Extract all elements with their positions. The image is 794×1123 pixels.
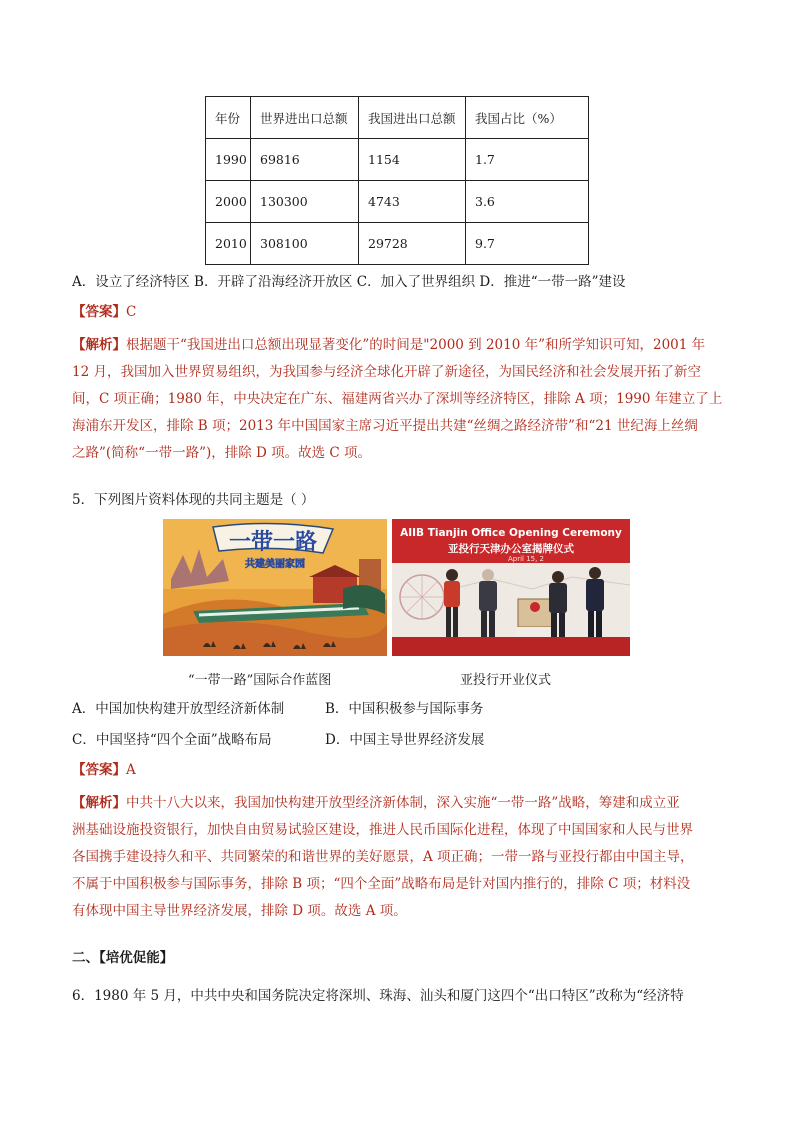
table-cell: 130300 [251, 181, 359, 223]
table-cell: 4743 [359, 181, 466, 223]
analysis-line: 间，C 项正确；1980 年，中央决定在广东、福建两省兴办了深圳等经济特区，排除 A 项；1990 年建立了上 [72, 391, 722, 407]
q5-option-a: A．中国加快构建开放型经济新体制 [72, 701, 285, 717]
answer-value: A [126, 762, 136, 778]
q4-analysis [72, 332, 722, 467]
table-cell: 1990 [206, 139, 251, 181]
table-cell: 29728 [359, 223, 466, 265]
analysis-line: 洲基础设施投资银行，加快自由贸易试验区建设，推进人民币国际化进程，体现了中国国家和人民与世界 [72, 822, 693, 838]
poster-subtitle: 共建美丽家园 [245, 559, 305, 570]
q5-option-d: D．中国主导世界经济发展 [325, 732, 485, 748]
table-cell: 9.7 [466, 223, 589, 265]
banner-chinese: 亚投行天津办公室揭牌仪式 [448, 543, 574, 555]
aiib-ceremony-photo [392, 519, 630, 656]
table-cell: 1154 [359, 139, 466, 181]
analysis-line: 有体现中国主导世界经济发展，排除 D 项。故选 A 项。 [72, 903, 407, 919]
analysis-line: 【解析】根据题干“我国进出口总额出现显著变化”的时间是"2000 到 2010 年”和所学知识可知，2001 年 [72, 337, 706, 353]
banner-english: AIIB Tianjin Office Opening Ceremony [400, 527, 622, 539]
table-header-row [206, 97, 589, 139]
section-heading: 二、【培优促能】 [72, 950, 174, 966]
header-cell: 世界进出口总额 [251, 97, 359, 139]
table-cell: 69816 [251, 139, 359, 181]
table-cell: 308100 [251, 223, 359, 265]
q5-answer [72, 760, 136, 780]
q5-option-b: B．中国积极参与国际事务 [325, 701, 484, 717]
header-cell: 年份 [206, 97, 251, 139]
analysis-line: 【解析】中共十八大以来，我国加快构建开放型经济新体制，深入实施“一带一路”战略，筹建和成立亚 [72, 795, 680, 811]
analysis-line: 海浦东开发区，排除 B 项；2013 年中国国家主席习近平提出共建“丝绸之路经济带”和“21 世纪海上丝绸 [72, 418, 698, 434]
q4-answer [72, 302, 136, 322]
header-cell: 我国进出口总额 [359, 97, 466, 139]
table-cell: 2010 [206, 223, 251, 265]
q4-options: A．设立了经济特区 B．开辟了沿海经济开放区 C．加入了世界组织 D．推进“一带一路”建设 [72, 274, 626, 290]
answer-tag: 【答案】 [72, 304, 126, 320]
poster-title: 一带一路 [228, 530, 318, 555]
q5-option-c: C．中国坚持“四个全面”战略布局 [72, 732, 272, 748]
analysis-line: 之路”(简称“一带一路”)，排除 D 项。故选 C 项。 [72, 445, 372, 461]
table-row [206, 139, 589, 181]
table-cell: 3.6 [466, 181, 589, 223]
table-cell: 2000 [206, 181, 251, 223]
header-cell: 我国占比（%） [466, 97, 589, 139]
analysis-tag: 【解析】 [72, 795, 126, 811]
answer-tag: 【答案】 [72, 762, 126, 778]
table-row [206, 223, 589, 265]
analysis-line: 不属于中国积极参与国际事务，排除 B 项；“四个全面”战略布局是针对国内推行的，排除 C 项；材料没 [72, 876, 691, 892]
table-cell: 1.7 [466, 139, 589, 181]
analysis-line: 各国携手建设持久和平、共同繁荣的和谐世界的美好愿景，A 项正确；一带一路与亚投行都由中国主导， [72, 849, 694, 865]
belt-and-road-poster-image [163, 519, 387, 656]
analysis-line: 12 月，我国加入世界贸易组织，为我国参与经济全球化开辟了新途径，为国民经济和社会发展开拓了新空 [72, 364, 701, 380]
q5-analysis [72, 790, 722, 925]
answer-value: C [126, 304, 137, 320]
analysis-tag: 【解析】 [72, 337, 126, 353]
table-row [206, 181, 589, 223]
image2-caption: 亚投行开业仪式 [460, 673, 552, 688]
trade-data-table [205, 96, 589, 265]
q5-stem: 5．下列图片资料体现的共同主题是（ ） [72, 492, 315, 508]
banner-date: April 15, 2 [507, 555, 545, 563]
image1-caption: “一带一路”国际合作蓝图 [188, 673, 332, 688]
q6-stem: 6．1980 年 5 月，中共中央和国务院决定将深圳、珠海、汕头和厦门这四个“出口特区”改称为“经济特 [72, 988, 684, 1004]
